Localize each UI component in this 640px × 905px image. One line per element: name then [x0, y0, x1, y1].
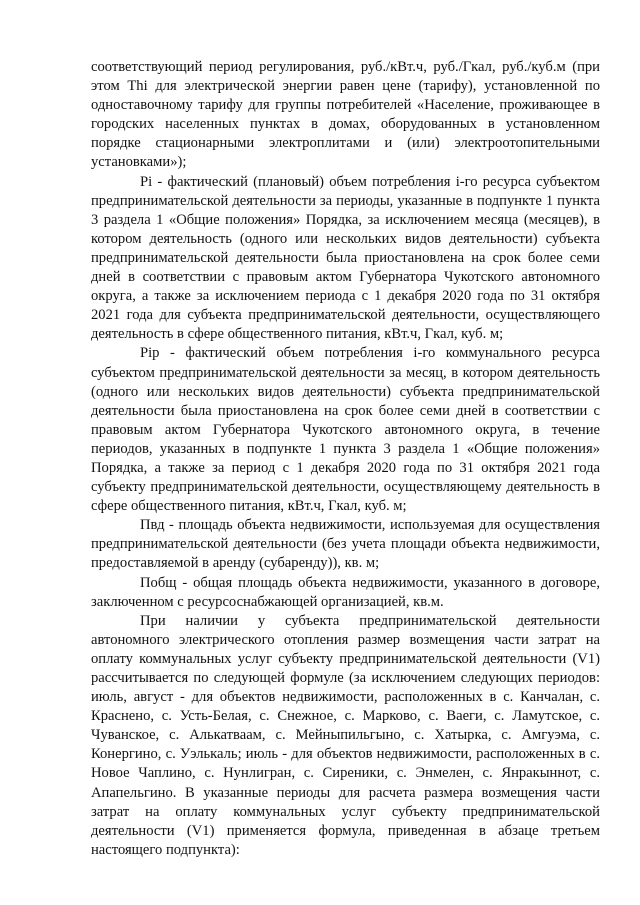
document-page: [91, 58, 600, 860]
paragraph-pip-definition: Pip - фактический объем потребления i-го коммунального ресурса субъектом предпринимательской деятельности за месяц, в котором деятельность (одного или нескольких видов деятельности) субъекта предпринимательской деятельности была приостановлена на срок более семи дней в соответствии с правовым актом Губернатора Чукотского автономного округа, в течение периодов, указанных в подпункте 1 пункта 3 раздела 1 «Общие положения» Порядка, а также за период с 1 декабря 2020 года по 31 октября 2021 года субъекту предпринимательской деятельности, осуществляющему деятельность в сфере общественного питания, кВт.ч, Гкал, куб. м;: [91, 345, 600, 515]
paragraph-pobsch-definition: Побщ - общая площадь объекта недвижимости, указанного в договоре, заключенном с ресурсоснабжающей организацией, кв.м.: [91, 574, 600, 610]
paragraph-tariff-continuation: соответствующий период регулирования, руб./кВт.ч, руб./Гкал, руб./куб.м (при этом Тhi для электрической энергии равен цене (тарифу), установленной по одноставочному тарифу для группы потребителей «Население, проживающее в городских населенных пунктах в домах, оборудованных в установленном порядке стационарными электроплитами и (или) электроотопительными установками»);: [91, 59, 600, 171]
paragraph-pi-definition: Pi - фактический (плановый) объем потребления i-го ресурса субъектом предпринимательской деятельности за периоды, указанные в подпункте 1 пункта 3 раздела 1 «Общие положения» Порядка, за исключением месяца (месяцев), в котором деятельность (одного или нескольких видов деятельности) субъекта предпринимательской деятельности была приостановлена на срок более семи дней в соответствии с правовым актом Губернатора Чукотского автономного округа, а также за исключением периода с 1 декабря 2020 года по 31 октября 2021 года для субъекта предпринимательской деятельности, осуществляющего деятельность в сфере общественного питания, кВт.ч, Гкал, куб. м;: [91, 173, 600, 343]
paragraph-electric-heating-formula: При наличии у субъекта предпринимательской деятельности автономного электрического отопления размер возмещения части затрат на оплату коммунальных услуг субъекту предпринимательской деятельности (V1) рассчитывается по следующей формуле (за исключением следующих периодов: июль, август - для объектов недвижимости, расположенных в с. Канчалан, с. Краснено, с. Усть-Белая, с. Снежное, с. Марково, с. Ваеги, с. Ламутское, с. Чуванское, с. Алькатваам, с. Мейныпильгыно, с. Хатырка, с. Амгуэма, с. Конергино, с. Уэлькаль; июль - для объектов недвижимости, расположенных в с. Новое Чаплино, с. Нунлигран, с. Сиреники, с. Энмелен, с. Янракыннот, с. Апапельгино. В указанные периоды для расчета размера возмещения части затрат на оплату коммунальных услуг субъекту предпринимательской деятельности (V1) применяется формула, приведенная в абзаце третьем настоящего подпункта):: [91, 612, 600, 858]
paragraph-pvd-definition: Пвд - площадь объекта недвижимости, используемая для осуществления предпринимательской деятельности (без учета площади объекта недвижимости, предоставляемой в аренду (субаренду)), кв. м;: [91, 517, 600, 572]
